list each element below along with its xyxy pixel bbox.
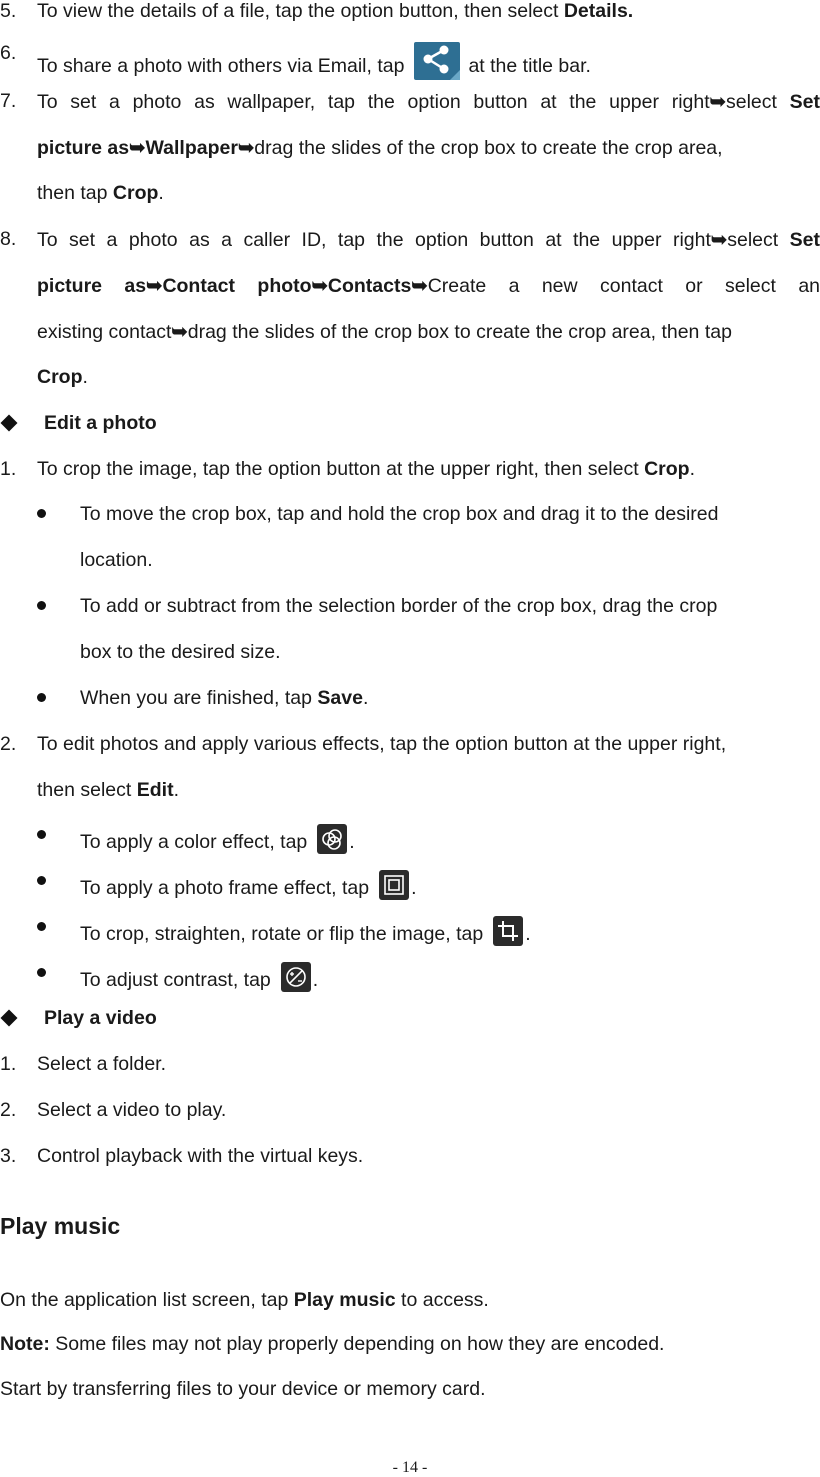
item-text: To set a photo as wallpaper, tap the option button at the upper right➥select Set bbox=[37, 91, 820, 113]
music-paragraph-3: Start by transferring files to your device or memory card. bbox=[0, 1378, 486, 1400]
frame-icon bbox=[379, 870, 409, 900]
bullet-dot bbox=[37, 693, 46, 702]
diamond-bullet-icon bbox=[1, 1010, 18, 1027]
contrast-icon bbox=[281, 962, 311, 992]
item-number: 8. bbox=[0, 228, 17, 250]
color-effect-icon bbox=[317, 824, 347, 854]
diamond-bullet-icon bbox=[1, 415, 18, 432]
bullet-dot bbox=[37, 922, 46, 931]
arrow-icon: ➥ bbox=[411, 275, 428, 297]
bullet-dot bbox=[37, 601, 46, 610]
arrow-icon: ➥ bbox=[129, 137, 146, 159]
item-number: 5. bbox=[0, 0, 17, 22]
bullet-dot bbox=[37, 830, 46, 839]
page-number: - 14 - bbox=[392, 1459, 428, 1476]
arrow-icon: ➥ bbox=[710, 229, 728, 251]
music-paragraph-1: On the application list screen, tap Play music to access. bbox=[0, 1289, 489, 1311]
item-number: 7. bbox=[0, 90, 17, 112]
bullet-dot bbox=[37, 509, 46, 518]
item-text: To view the details of a file, tap the option button, then select Details. bbox=[37, 0, 634, 22]
arrow-icon: ➥ bbox=[709, 91, 726, 113]
arrow-icon: ➥ bbox=[237, 137, 255, 159]
bullet-dot bbox=[37, 968, 46, 977]
arrow-icon: ➥ bbox=[171, 321, 188, 343]
bullet-dot bbox=[37, 876, 46, 885]
item-number: 6. bbox=[0, 42, 17, 64]
play-music-heading: Play music bbox=[0, 1213, 121, 1239]
arrow-icon: ➥ bbox=[146, 275, 163, 297]
item-text: To share a photo with others via Email, tap at the title bar. bbox=[37, 42, 591, 80]
share-icon bbox=[414, 42, 460, 80]
arrow-icon: ➥ bbox=[311, 275, 328, 297]
crop-icon bbox=[493, 916, 523, 946]
music-note: Note: Some files may not play properly depending on how they are encoded. bbox=[0, 1333, 665, 1355]
